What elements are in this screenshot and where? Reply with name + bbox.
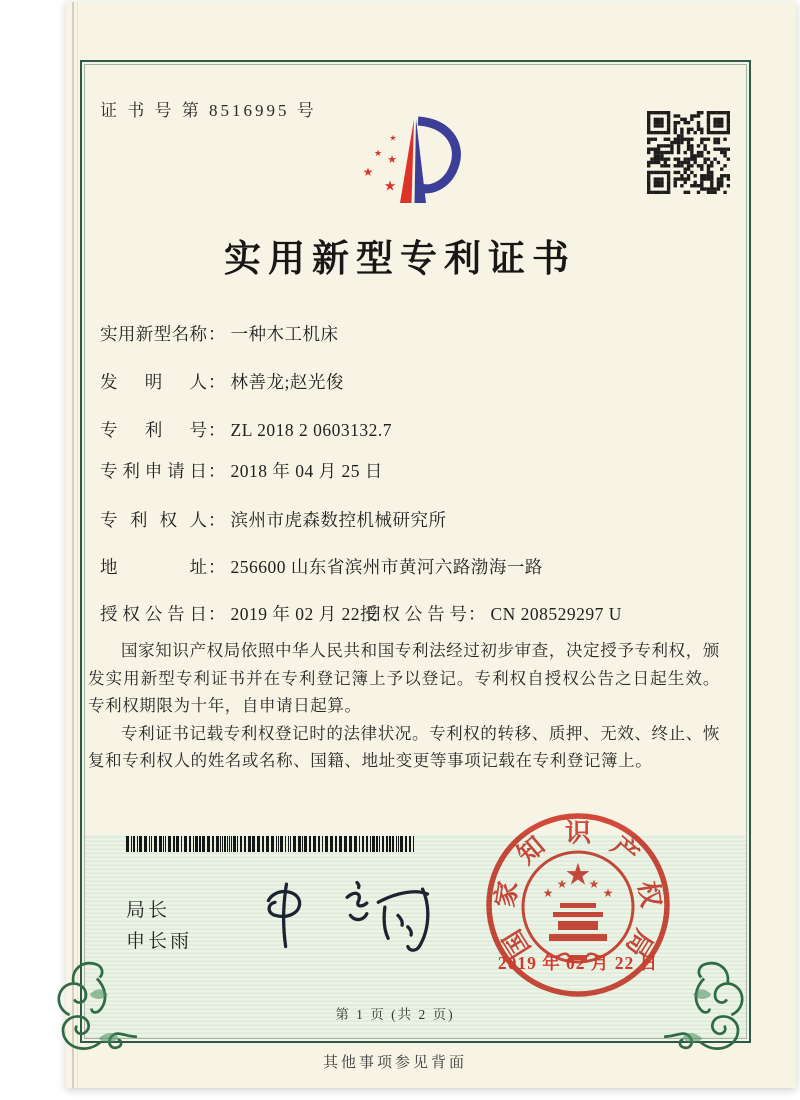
field-row-filing-date (100, 458, 740, 482)
field-label: 专利权人 (100, 510, 207, 530)
field-value: 林善龙;赵光俊 (230, 372, 344, 392)
paragraph-register-statement: 专利证书记载专利权登记时的法律状况。专利权的转移、质押、无效、终止、恢复和专利权人的姓名或名称、国籍、地址变更等事项记载在专利登记簿上。 (88, 723, 720, 770)
field-value: 2018 年 04 月 25 日 (230, 461, 383, 481)
field-label: 发明人 (100, 372, 207, 392)
field-colon: ： (208, 324, 226, 344)
back-side-note: 其他事项参见背面 (322, 1055, 467, 1071)
svg-text:★: ★ (362, 165, 374, 179)
legal-paragraphs (88, 637, 720, 775)
field-row-patent-no (100, 417, 740, 441)
page-edge-line (72, 2, 74, 1088)
field-row-inventor (100, 369, 740, 393)
svg-text:★: ★ (373, 148, 383, 158)
svg-text:★: ★ (542, 886, 554, 900)
svg-text:★: ★ (387, 154, 397, 166)
field-label: 授权公告号 (360, 604, 467, 624)
field-row-address (100, 554, 740, 578)
field-value: 2019 年 02 月 22 日 (230, 604, 383, 624)
field-value: 滨州市虎森数控机械研究所 (230, 510, 447, 530)
signer-name: 申长雨 (126, 931, 193, 952)
field-label: 专利号 (100, 420, 207, 440)
svg-text:★: ★ (602, 886, 614, 900)
paragraph-grant-statement: 国家知识产权局依照中华人民共和国专利法经过初步审查，决定授予专利权，颁发实用新型专利证书并在专利登记簿上予以登记。专利权自授权公告之日起生效。专利权期限为十年，自申请日起算。 (88, 641, 720, 715)
field-grant-number (360, 601, 622, 626)
svg-text:★: ★ (389, 133, 397, 143)
field-colon: ： (208, 372, 226, 392)
svg-text:产: 产 (605, 830, 645, 870)
svg-text:识: 识 (564, 818, 592, 848)
field-colon: ： (208, 557, 226, 577)
svg-text:国: 国 (497, 924, 537, 962)
seal-date: 2019 年 02 月 22 日 (497, 953, 659, 973)
field-value: CN 208529297 U (490, 604, 622, 624)
svg-text:★: ★ (564, 858, 592, 892)
certificate-number: 证 书 号 第 8516995 号 (100, 101, 317, 120)
page-number: 第 1 页 (共 2 页) (335, 1007, 455, 1022)
field-label: 地址 (100, 557, 207, 577)
field-colon: ： (208, 420, 226, 440)
svg-text:★: ★ (556, 877, 568, 891)
qr-code-icon (647, 111, 730, 194)
svg-text:权: 权 (632, 879, 666, 910)
field-value: 256600 山东省滨州市黄河六路渤海一路 (230, 557, 543, 577)
field-row-name (100, 321, 740, 345)
barcode-icon (126, 836, 418, 852)
signer-title: 局长 (126, 900, 171, 921)
certificate-title: 实用新型专利证书 (224, 239, 576, 280)
page-edge-line (77, 2, 78, 1088)
field-row-patentee (100, 507, 740, 531)
field-row-grant-date (100, 601, 740, 625)
svg-text:局: 局 (619, 924, 659, 962)
field-value: ZL 2018 2 0603132.7 (230, 420, 392, 440)
field-label: 专利申请日 (100, 461, 207, 481)
field-value: 一种木工机床 (230, 324, 339, 344)
field-colon: ： (208, 461, 226, 481)
svg-text:★: ★ (588, 877, 600, 891)
svg-text:★: ★ (383, 179, 397, 195)
handwritten-signature-icon (228, 876, 463, 958)
field-colon: ： (208, 604, 226, 624)
field-colon: ： (208, 510, 226, 530)
field-colon: ： (468, 604, 486, 624)
cnipa-patent-logo-icon (352, 110, 462, 212)
svg-text:知: 知 (511, 830, 551, 870)
svg-text:家: 家 (490, 879, 524, 910)
field-label: 授权公告日 (100, 604, 207, 624)
field-label: 实用新型名称 (100, 324, 207, 344)
